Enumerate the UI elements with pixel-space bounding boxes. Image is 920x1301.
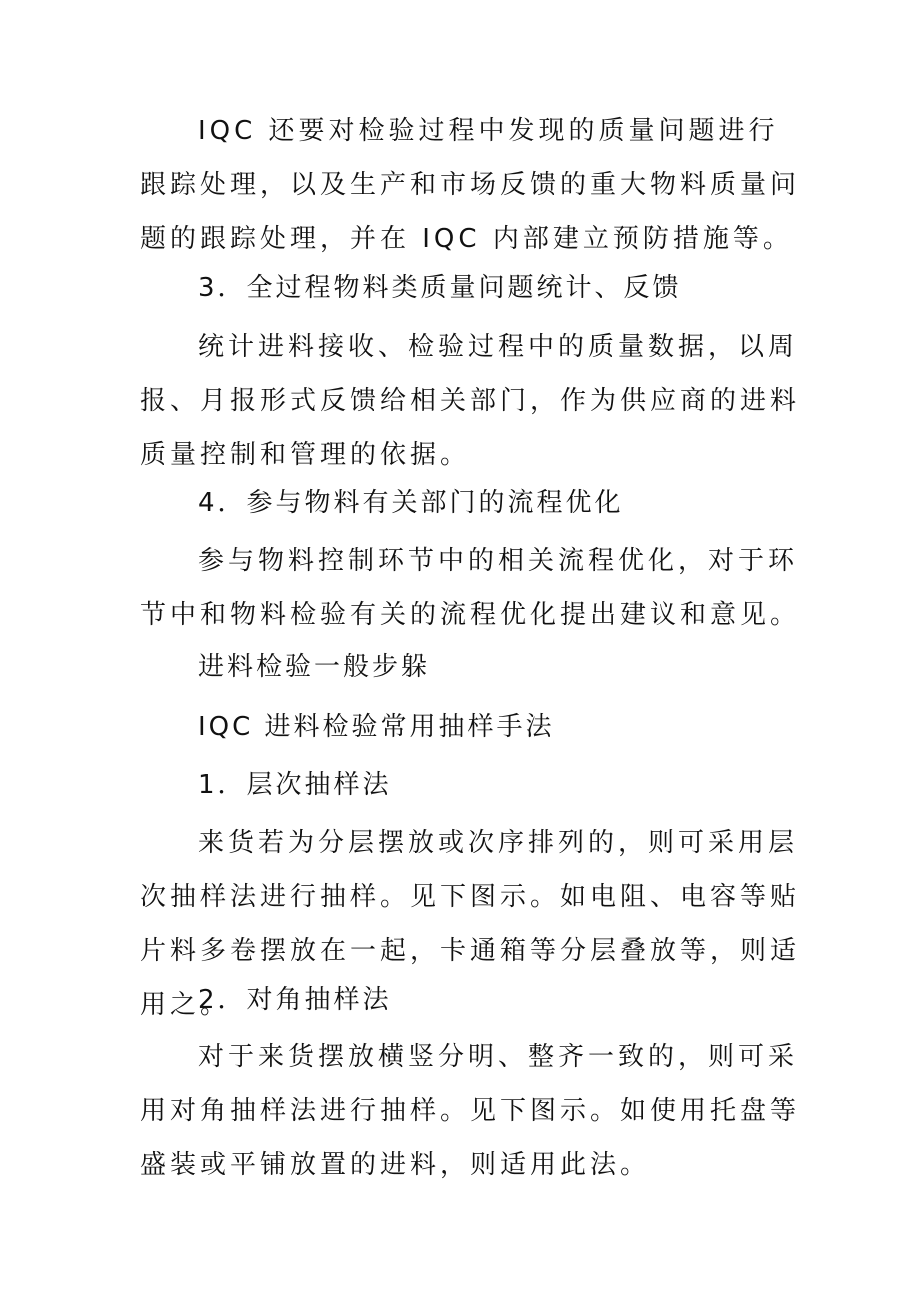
heading-layer-sampling: 1．层次抽样法 xyxy=(198,770,392,800)
heading-inspection-steps: 进料检验一般步躲 xyxy=(198,652,431,682)
paragraph-optimization: 参与物料控制环节中的相关流程优化，对于环节中和物料检验有关的流程优化提出建议和意见。 xyxy=(140,546,801,630)
heading-process-optimization: 4．参与物料有关部门的流程优化 xyxy=(198,488,624,518)
heading-quality-statistics: 3．全过程物料类质量问题统计、反馈 xyxy=(198,273,682,303)
paragraph-diagonal-sampling: 对于来货摆放横竖分明、整齐一致的，则可采用对角抽样法进行抽样。见下图示。如使用托盘等盛装或平铺放置的进料，则适用此法。 xyxy=(140,1042,801,1180)
heading-sampling-methods: IQC 进料检验常用抽样手法 xyxy=(198,712,555,742)
paragraph-iqc-tracking: IQC 还要对检验过程中发现的质量问题进行跟踪处理，以及生产和市场反馈的重大物料质量问题的跟踪处理，并在 IQC 内部建立预防措施等。 xyxy=(140,116,801,254)
heading-diagonal-sampling: 2．对角抽样法 xyxy=(198,985,392,1015)
paragraph-statistics: 统计进料接收、检验过程中的质量数据，以周报、月报形式反馈给相关部门，作为供应商的进料质量控制和管理的依据。 xyxy=(140,332,801,470)
paragraph-layer-sampling: 来货若为分层摆放或次序排列的，则可采用层次抽样法进行抽样。见下图示。如电阻、电容等贴片料多卷摆放在一起，卡通箱等分层叠放等，则适用之。 xyxy=(140,828,801,1020)
